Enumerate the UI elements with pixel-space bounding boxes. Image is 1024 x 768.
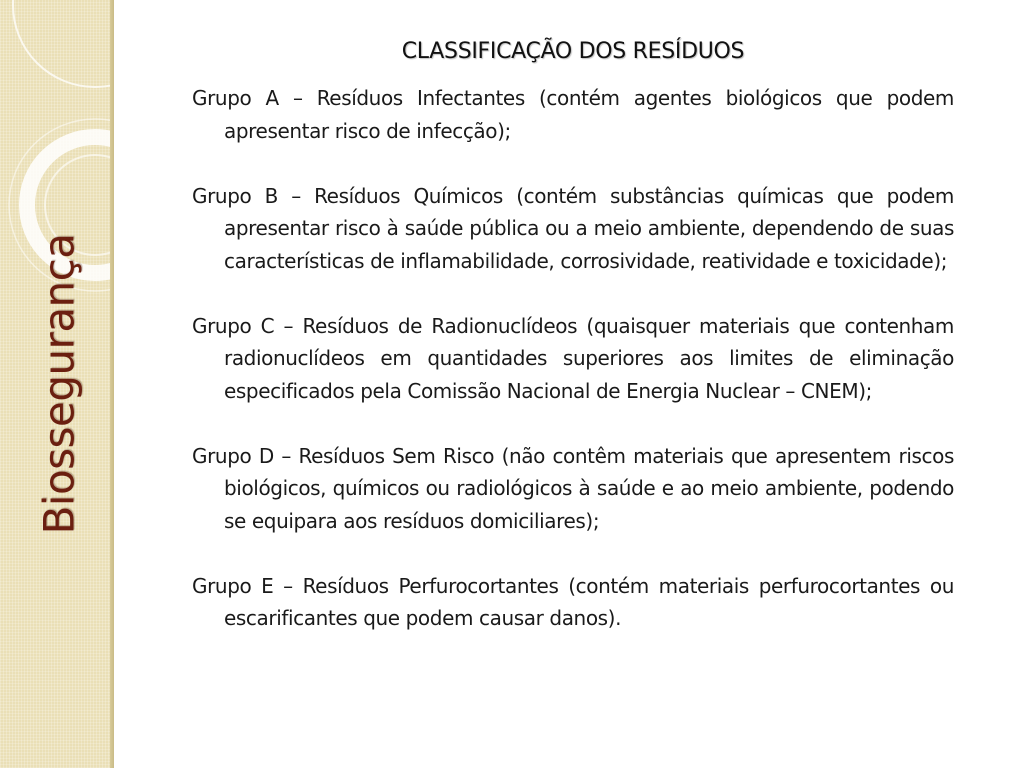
- vertical-title: Biossegurança: [34, 233, 84, 535]
- list-item-grupo-b: Grupo B – Resíduos Químicos (contém substâncias químicas que podem apresentar risco à saúde pública ou a meio ambiente, dependendo de suas características de inflamabilidade, corrosividade, reatividade e toxicidade);: [192, 183, 954, 273]
- list-item-grupo-c: Grupo C – Resíduos de Radionuclídeos (quaisquer materiais que contenham radionuclídeos em quantidades superiores aos limites de eliminação especificados pela Comissão Nacional de Energia Nuclear – CNEM);: [192, 313, 954, 403]
- sidebar-edge: [110, 0, 114, 768]
- list-item-grupo-e: Grupo E – Resíduos Perfurocortantes (contém materiais perfurocortantes ou escarificantes que podem causar danos).: [192, 573, 954, 630]
- list-item-grupo-d: Grupo D – Resíduos Sem Risco (não contêm materiais que apresentem riscos biológicos, químicos ou radiológicos à saúde e ao meio ambiente, podendo se equipara aos resíduos domiciliares);: [192, 443, 954, 533]
- slide-content: [192, 30, 954, 667]
- deco-circle-large: [13, 0, 114, 87]
- list-item-grupo-a: Grupo A – Resíduos Infectantes (contém agentes biológicos que podem apresentar risco de infecção);: [192, 86, 954, 143]
- sidebar-panel: [0, 0, 114, 768]
- group-list: [192, 82, 954, 635]
- slide-title: CLASSIFICAÇÃO DOS RESÍDUOS: [401, 39, 745, 64]
